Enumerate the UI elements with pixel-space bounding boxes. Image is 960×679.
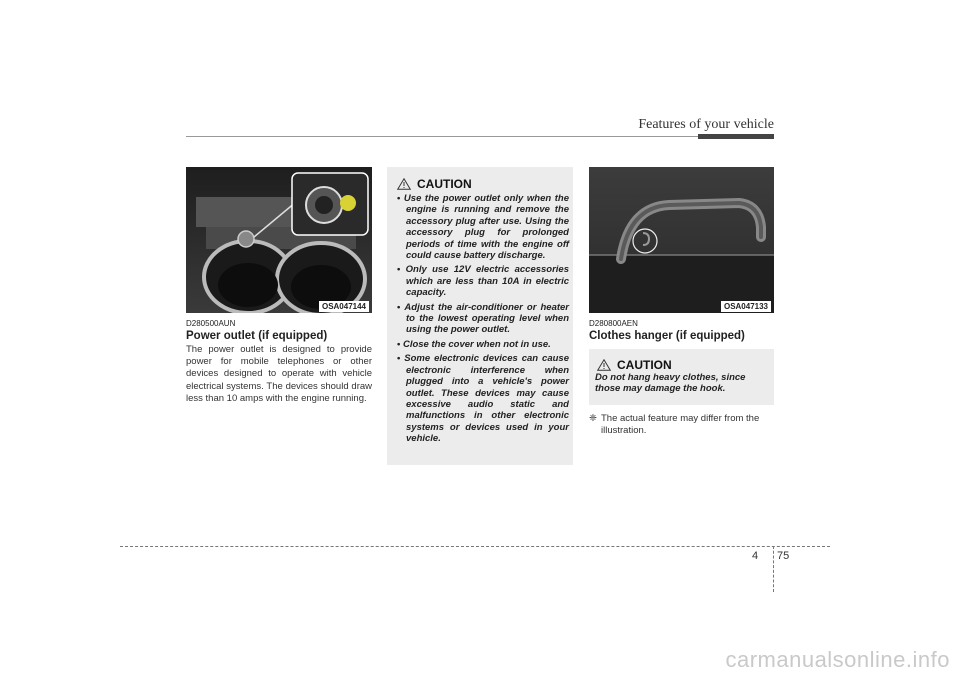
caution-heading: CAUTION	[617, 358, 672, 372]
running-header: Features of your vehicle	[638, 117, 774, 132]
footer-rule	[120, 546, 830, 547]
caution-box	[589, 349, 774, 405]
caution-box	[387, 167, 573, 465]
caution-item: • Use the power outlet only when the engine is running and remove the accessory plug after use. Using the accessory plug for prolonged periods of time with the engine off could cause battery discharge.	[397, 193, 569, 261]
photo-code: OSA047133	[721, 301, 771, 312]
caution-list	[397, 193, 569, 448]
photo-code: OSA047144	[319, 301, 369, 312]
section-code: D280800AEN	[589, 319, 638, 328]
header-rule	[186, 136, 774, 137]
header-rule-accent	[698, 134, 774, 139]
note-text: The actual feature may differ from the illustration.	[601, 413, 760, 436]
caution-item: • Only use 12V electric accessories which are less than 10A in electric capacity.	[397, 264, 569, 298]
warning-icon	[597, 359, 611, 371]
clothes-hanger-photo	[589, 167, 774, 313]
section-title: Power outlet (if equipped)	[186, 330, 328, 342]
note	[589, 413, 775, 437]
watermark[interactable]: carmanualsonline.info	[725, 647, 950, 672]
section-body: The power outlet is designed to provide power for mobile telephones or other devices designed to operate with vehicle electrical systems. The devices should draw less than 10 amps with the engine running.	[186, 344, 372, 404]
caution-item: • Adjust the air-conditioner or heater to the lowest operating level when using the power outlet.	[397, 302, 569, 336]
note-symbol: ❈	[589, 413, 597, 424]
caution-heading-row	[397, 177, 472, 191]
caution-item: • Close the cover when not in use.	[397, 339, 569, 350]
caution-item: • Some electronic devices can cause electronic interference when plugged into a vehicle's power outlet. These devices may cause excessive audio static and malfunctions in other electronic systems or devices used in your vehicle.	[397, 353, 569, 444]
caution-heading-row	[597, 358, 672, 372]
caution-text: Do not hang heavy clothes, since those may damage the hook.	[595, 372, 746, 395]
chapter-number: 4	[752, 550, 759, 562]
caution-heading: CAUTION	[417, 177, 472, 191]
power-outlet-photo	[186, 167, 372, 313]
page-number: 75	[777, 550, 790, 562]
warning-icon	[397, 178, 411, 190]
footer-divider	[773, 546, 774, 592]
section-title: Clothes hanger (if equipped)	[589, 330, 745, 342]
section-code: D280500AUN	[186, 319, 236, 328]
